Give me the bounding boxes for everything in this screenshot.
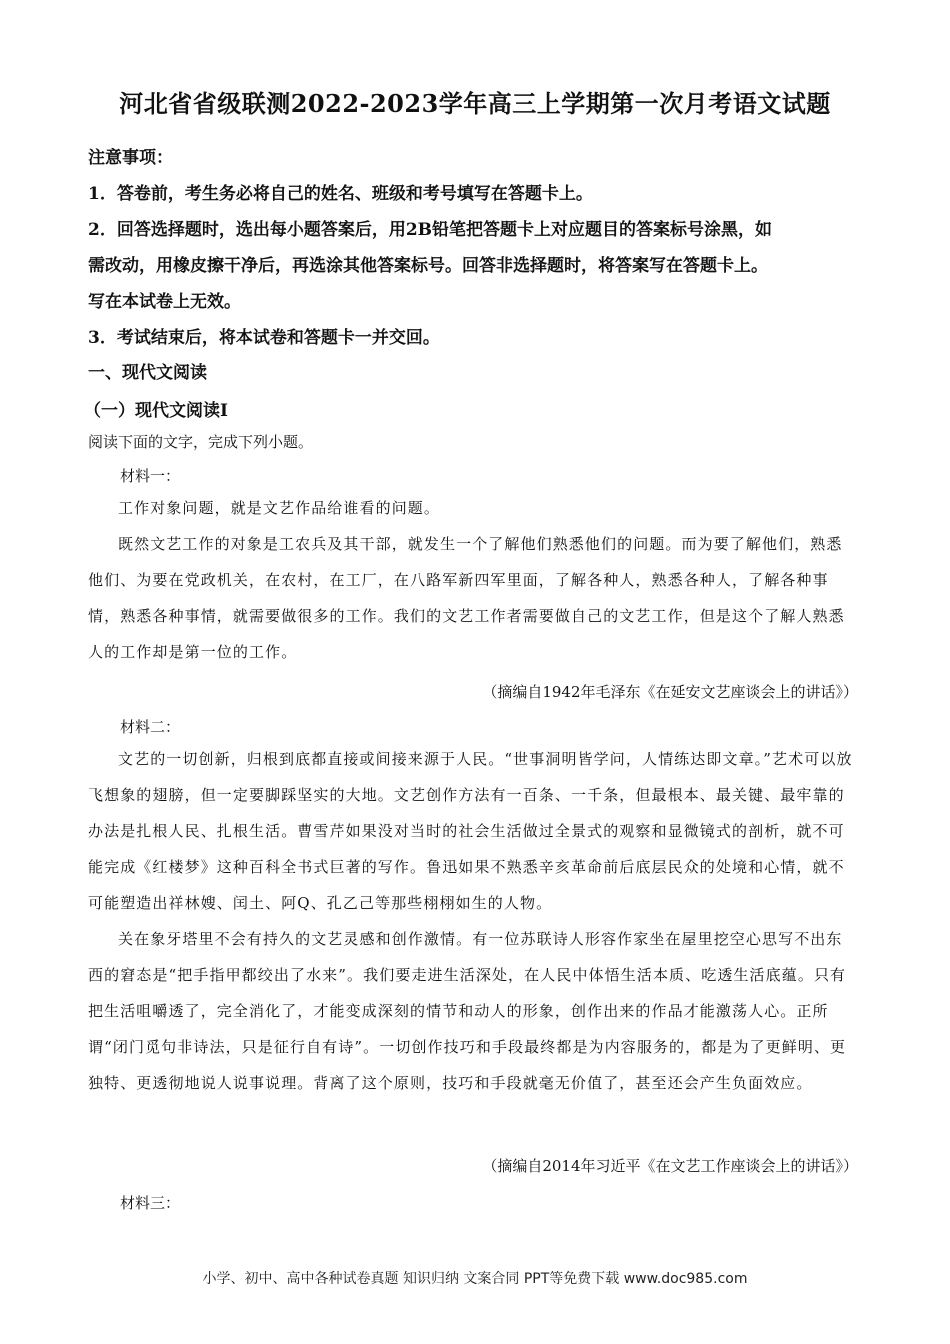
reading-instruction: 阅读下面的文字，完成下列小题。 [88,433,314,451]
material-2-source: （摘编自2014年习近平《在文艺工作座谈会上的讲话》） [482,1157,858,1175]
notice-item-2-line-1: 2．回答选择题时，选出每小题答案后，用2B铅笔把答题卡上对应题目的答案标号涂黑，如 [88,220,773,240]
material-1-text [88,490,858,670]
notice-item-2-line-2: 需改动，用橡皮擦干净后，再选涂其他答案标号。回答非选择题时，将答案写在答题卡上。 [88,256,768,276]
notice-item-1: 1．答卷前，考生务必将自己的姓名、班级和考号填写在答题卡上。 [88,184,593,204]
material-2-paragraph-2: 关在象牙塔里不会有持久的文艺灵感和创作激情。有一位苏联诗人形容作家坐在屋里挖空心思写不出东西的窘态是“把手指甲都绞出了水来”。我们要走进生活深处，在人民中体悟生活本质、吃透生活底蕴。只有把生活咀嚼透了，完全消化了，才能变成深刻的情节和动人的形象，创作出来的作品才能激荡人心。正所谓“闭门觅句非诗法，只是征行自有诗”。一切创作技巧和手段最终都是为内容服务的，都是为了更鲜明、更独特、更透彻地说人说事说理。背离了这个原则，技巧和手段就毫无价值了，甚至还会产生负面效应。 [88,930,847,1092]
notice-heading: 注意事项： [88,148,173,168]
material-1-paragraph-1: 工作对象问题，就是文艺作品给谁看的问题。 [118,499,441,517]
page-footer: 小学、初中、高中各种试卷真题 知识归纳 文案合同 PPT等免费下载 www.doc985.com [202,1271,748,1287]
notice-item-3: 3．考试结束后，将本试卷和答题卡一并交回。 [88,328,440,348]
material-1-source: （摘编自1942年毛泽东《在延安文艺座谈会上的讲话》） [482,683,858,701]
material-2-paragraph-1: 文艺的一切创新，归根到底都直接或间接来源于人民。“世事洞明皆学问，人情练达即文章。”艺术可以放飞想象的翅膀，但一定要脚踩坚实的大地。文艺创作方法有一百条、一千条，但最根本、最关键、最牢靠的办法是扎根人民、扎根生活。曹雪芹如果没对当时的社会生活做过全景式的观察和显微镜式的剖析，就不可能完成《红楼梦》这种百科全书式巨著的写作。鲁迅如果不熟悉辛亥革命前后底层民众的处境和心情，就不可能塑造出祥林嫂、闰土、阿Q、孔乙己等那些栩栩如生的人物。 [88,750,853,912]
material-1-label: 材料一： [120,467,181,485]
notice-item-2-line-3: 写在本试卷上无效。 [88,292,241,312]
material-2-text [88,741,858,1101]
material-1-paragraph-2: 既然文艺工作的对象是工农兵及其干部，就发生一个了解他们熟悉他们的问题。而为要了解他们，熟悉他们、为要在党政机关，在农村，在工厂，在八路军新四军里面，了解各种人，熟悉各种人，了解各种事情，熟悉各种事情，就需要做很多的工作。我们的文艺工作者需要做自己的文艺工作，但是这个了解人熟悉人的工作却是第一位的工作。 [88,535,845,661]
exam-title: 河北省省级联测2022-2023学年高三上学期第一次月考语文试题 [119,89,831,118]
subsection-heading: （一）现代文阅读Ⅰ [84,401,228,421]
material-3-label: 材料三： [120,1194,181,1212]
notice-block [88,140,868,356]
material-2-label: 材料二： [120,718,181,736]
section-heading: 一、现代文阅读 [88,363,207,383]
